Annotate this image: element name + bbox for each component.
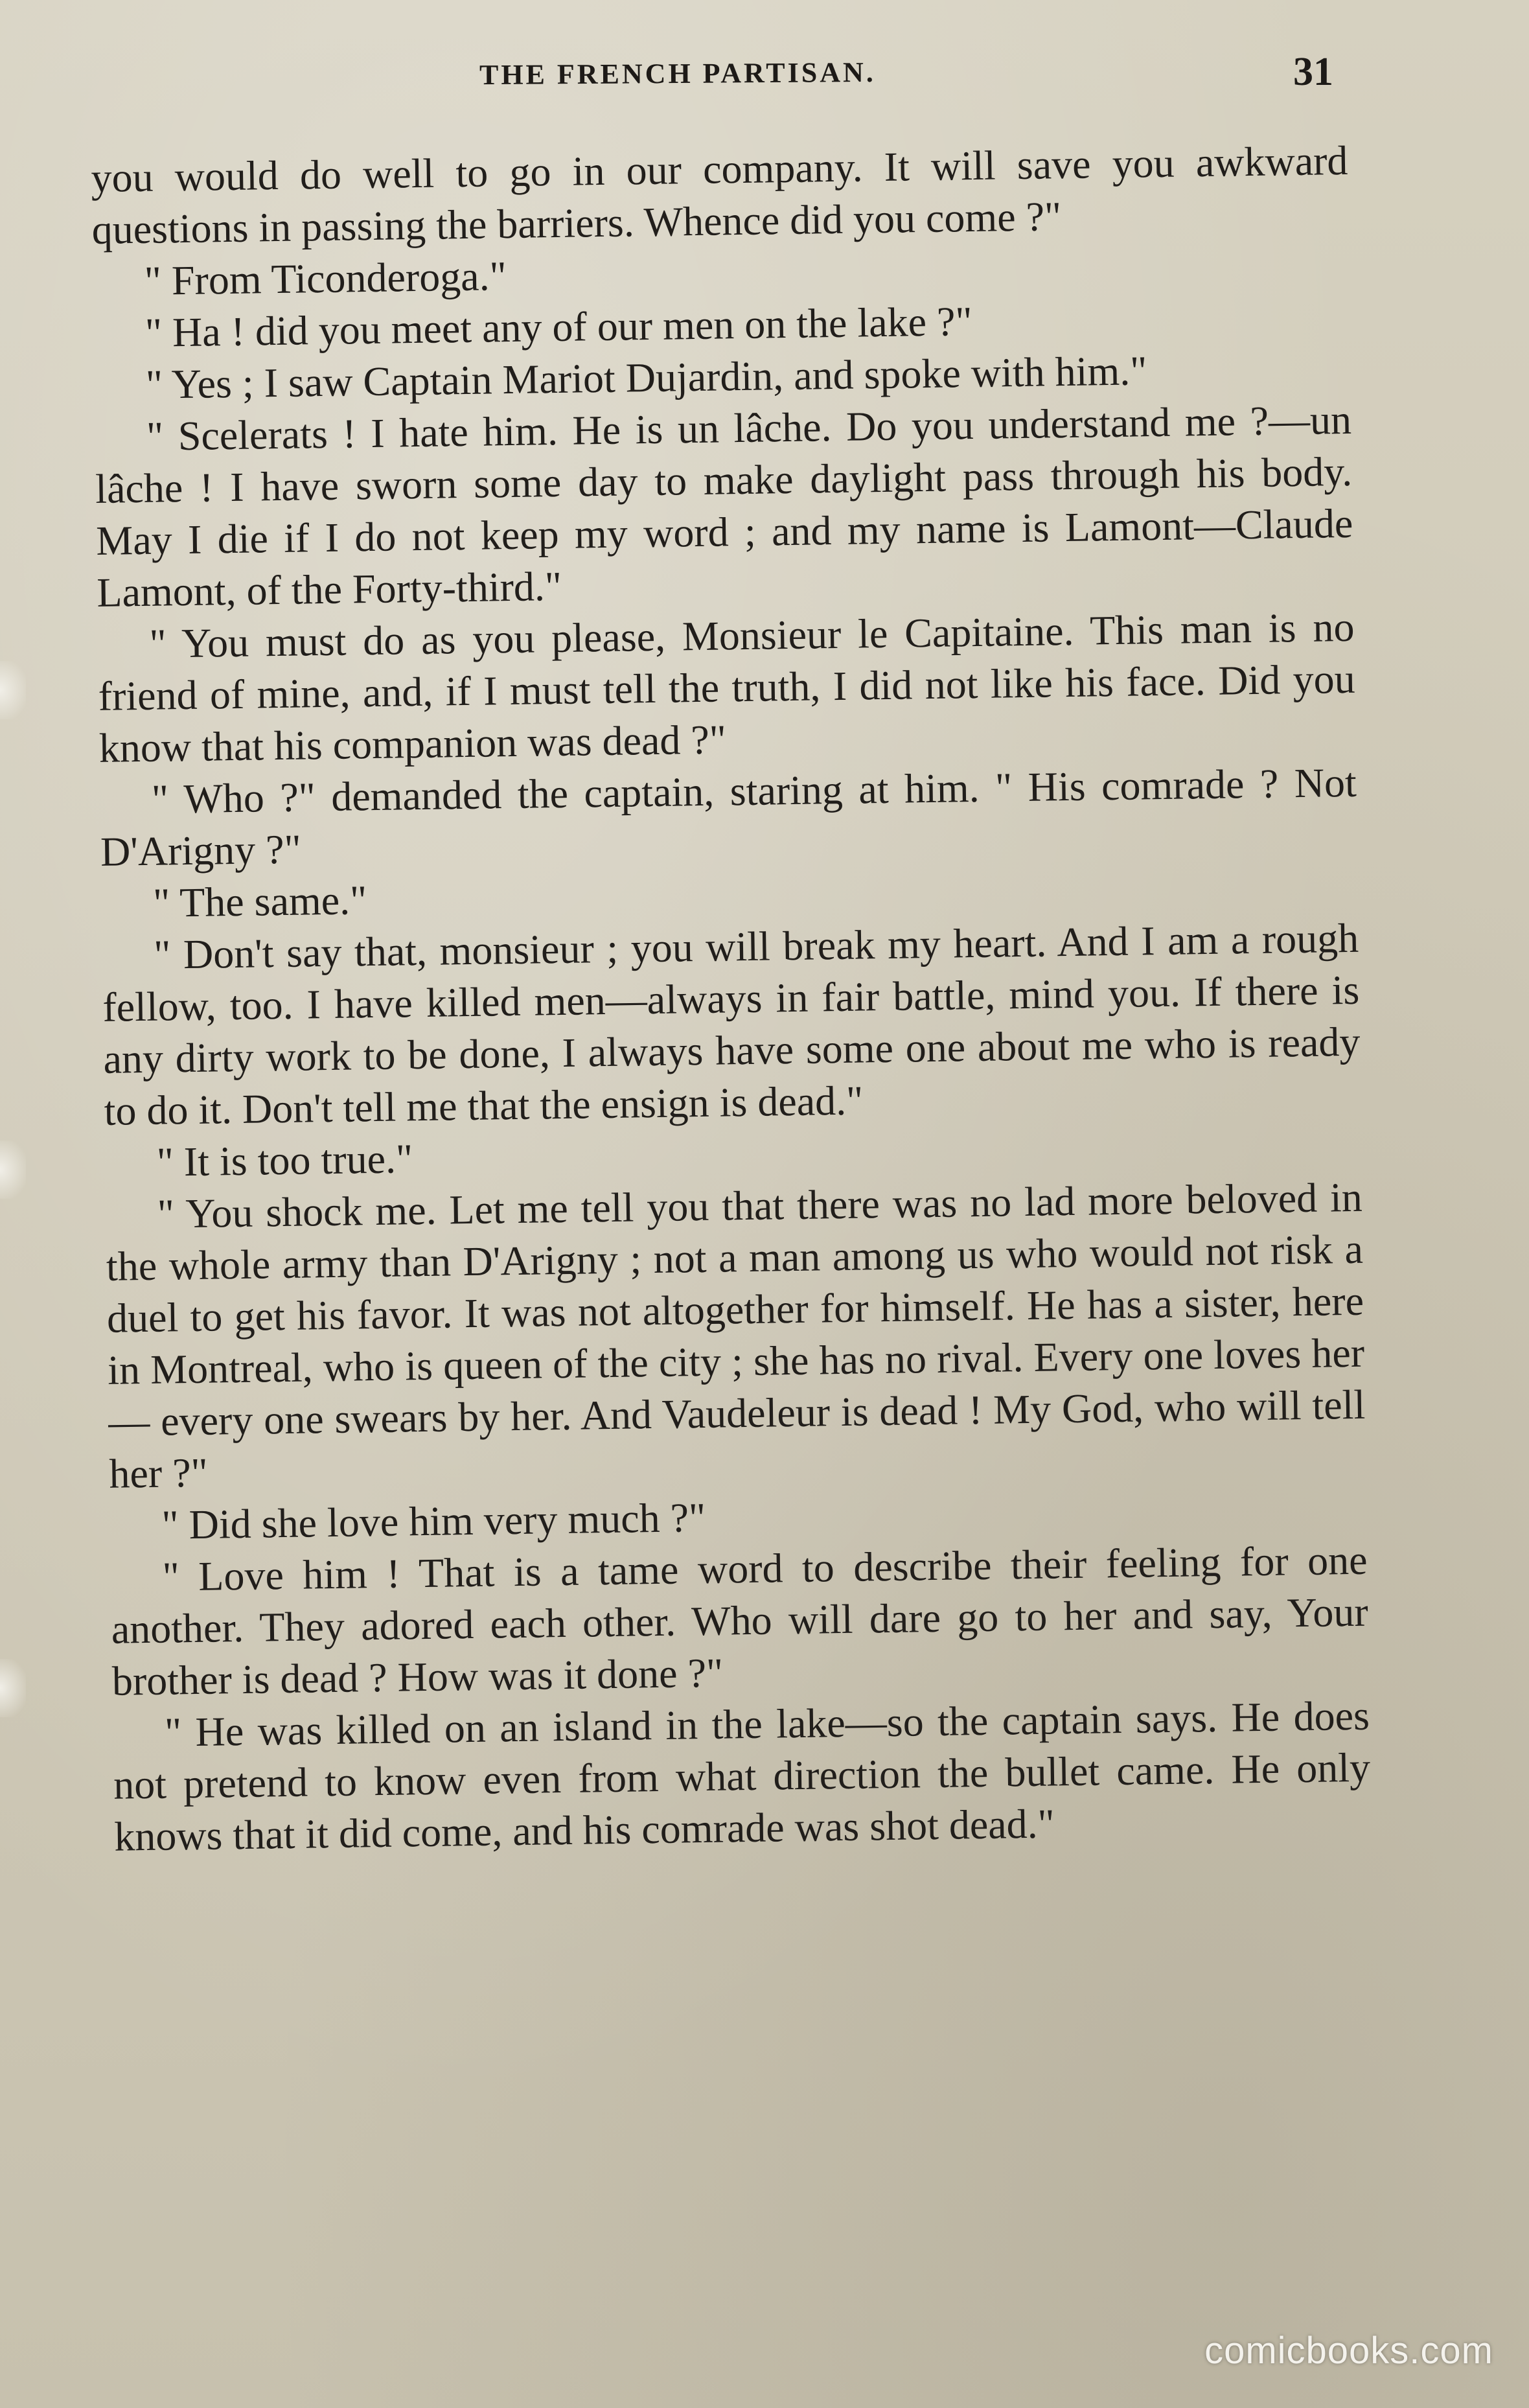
paragraph: " Ha ! did you meet any of our men on the lake ?" [144,298,973,356]
paper-damage-mark [0,661,26,719]
page-header [0,45,1529,97]
paper-damage-mark [0,1659,26,1717]
paragraph: " You must do as you please, Monsieur le Capitaine. This man is no friend of mine, and, if I must tell the truth, I did not like his face. Did you know that his companion was dead ?" [98,603,1356,771]
paragraph: you would do well to go in our company. It will save you awkward questions in passing the barriers. Whence did you come ?" [91,137,1348,253]
paragraph: " You shock me. Let me tell you that there was no lad more beloved in the whole army than D'Arigny ; not a man among us who would not risk a duel to get his favor. It was not altogether for himself. He has a sister, here in Montreal, who is queen of the city ; she has no rival. Every one loves her — every one swears by her. And Vaudeleur is dead ! My God, who will tell her ?" [106,1174,1366,1497]
paragraph: " Scelerats ! I hate him. He is un lâche. Do you understand me ?—un lâche ! I have sworn some day to make daylight pass through his body. May I die if I do not keep my word ; and my name is Lamont—Claude Lamont, of the Forty-third." [95,396,1353,616]
paragraph: " He was killed on an island in the lake—so the captain says. He does not pretend to know even from what direction the bullet came. He only knows that it did come, and his comrade was shot dead." [113,1692,1371,1860]
paragraph: " Yes ; I saw Captain Mariot Dujardin, and spoke with him." [145,347,1147,408]
paragraph: " It is too true." [156,1135,413,1185]
paper-damage-mark [0,1140,26,1199]
body-text [91,135,1372,1863]
watermark: comicbooks.com [1204,2330,1493,2372]
page-number: 31 [1293,50,1333,94]
paragraph: " The same." [152,877,367,926]
paragraph: " Love him ! That is a tame word to describe their feeling for one another. They adored each other. Who will dare go to her and say, Your brother is dead ? How was it done ?" [111,1536,1369,1704]
running-head: THE FRENCH PARTISAN. [479,56,876,91]
paragraph: " Don't say that, monsieur ; you will break my heart. And I am a rough fellow, too. I have killed men—always in fair battle, mind you. If there is any dirty work to be done, I always have some one about me who is ready to do it. Don't tell me that the ensign is dead." [102,914,1361,1134]
paragraph: " Who ?" demanded the captain, staring at him. " His comrade ? Not D'Arigny ?" [100,759,1357,875]
paragraph: " From Ticonderoga." [144,253,507,304]
paragraph: " Did she love him very much ?" [161,1494,706,1548]
